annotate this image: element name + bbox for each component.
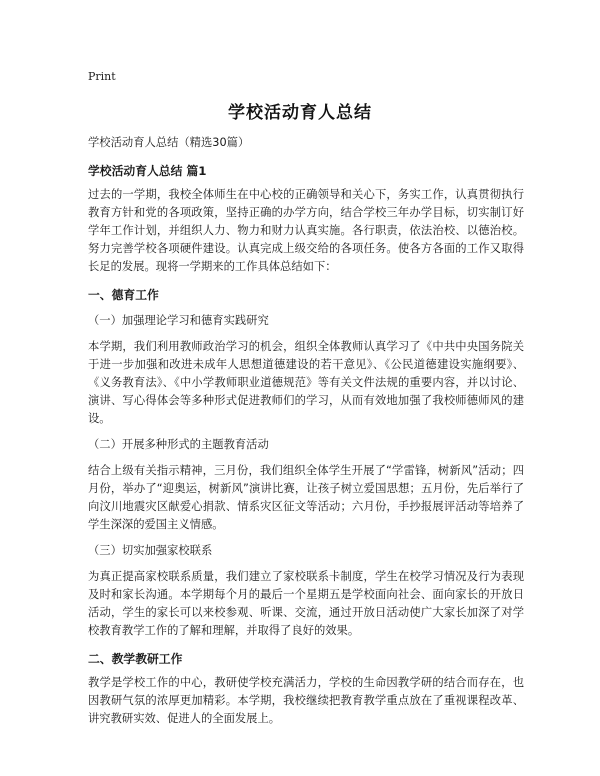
- subheading-theme-activities: （二）开展多种形式的主题教育活动: [88, 438, 269, 451]
- document-body: [88, 134, 524, 732]
- heading-moral-education: 一、德育工作: [88, 288, 159, 302]
- subheading-home-school: （三）切实加强家校联系: [88, 544, 213, 557]
- heading-teaching-research: 二、教学教研工作: [88, 652, 183, 666]
- intro-paragraph: 过去的一学期，我校全体师生在中心校的正确领导和关心下，务实工作，认真贯彻执行教育方针和党的各项政策，坚持正确的办学方向，结合学校三年办学目标，切实制订好学年工作计划，并组织人力、物力和财力认真实施。各行职责，依法治校、以德治校。努力完善学校各项硬件建设。认真完成上级交给的各项任务。使各方各面的工作又取得长足的发展。现将一学期来的工作具体总结如下：: [88, 188, 524, 273]
- section-heading: 学校活动育人总结 篇1: [88, 164, 207, 178]
- document-subtitle: 学校活动育人总结（精选30篇）: [88, 136, 250, 149]
- paragraph-theme-activities: 结合上级有关指示精神，三月份，我们组织全体学生开展了“学雷锋，树新风”活动；四月份，举办了“迎奥运，树新风”演讲比赛，让孩子树立爱国思想；五月份，先后举行了向汶川地震灾区献爱心捐款、情系灾区征文等活动；六月份，手抄报展评活动等培养了学生深深的爱国主义情感。: [88, 464, 524, 531]
- paragraph-teaching-research: 教学是学校工作的中心，教研使学校充满活力，学校的生命因教学研的结合而存在，也因教研气氛的浓厚更加精彩。本学期，我校继续把教育教学重点放在了重视课程改革、讲究教研实效、促进人的全面发展上。: [88, 676, 524, 725]
- document-title: 学校活动育人总结: [228, 103, 372, 123]
- paragraph-theory-study: 本学期，我们利用教师政治学习的机会，组织全体教师认真学习了《中共中央国务院关于进一步加强和改进未成年人思想道德建设的若干意见》、《公民道德建设实施纲要》、《义务教育法》、《中小学教师职业道德规范》等有关文件法规的重要内容，并以讨论、演讲、写心得体会等多种形式促进教师们的学习，从而有效地加强了我校师德师风的建设。: [88, 340, 524, 425]
- print-link[interactable]: Print: [88, 70, 116, 83]
- paragraph-home-school: 为真正提高家校联系质量，我们建立了家校联系卡制度，学生在校学习情况及行为表现及时和家长沟通。本学期每个月的最后一个星期五是学校面向社会、面向家长的开放日活动，学生的家长可以来校参观、听课、交流，通过开放日活动使广大家长加深了对学校教育教学工作的了解和理解，并取得了良好的效果。: [88, 570, 524, 637]
- subheading-theory-study: （一）加强理论学习和德育实践研究: [88, 314, 269, 327]
